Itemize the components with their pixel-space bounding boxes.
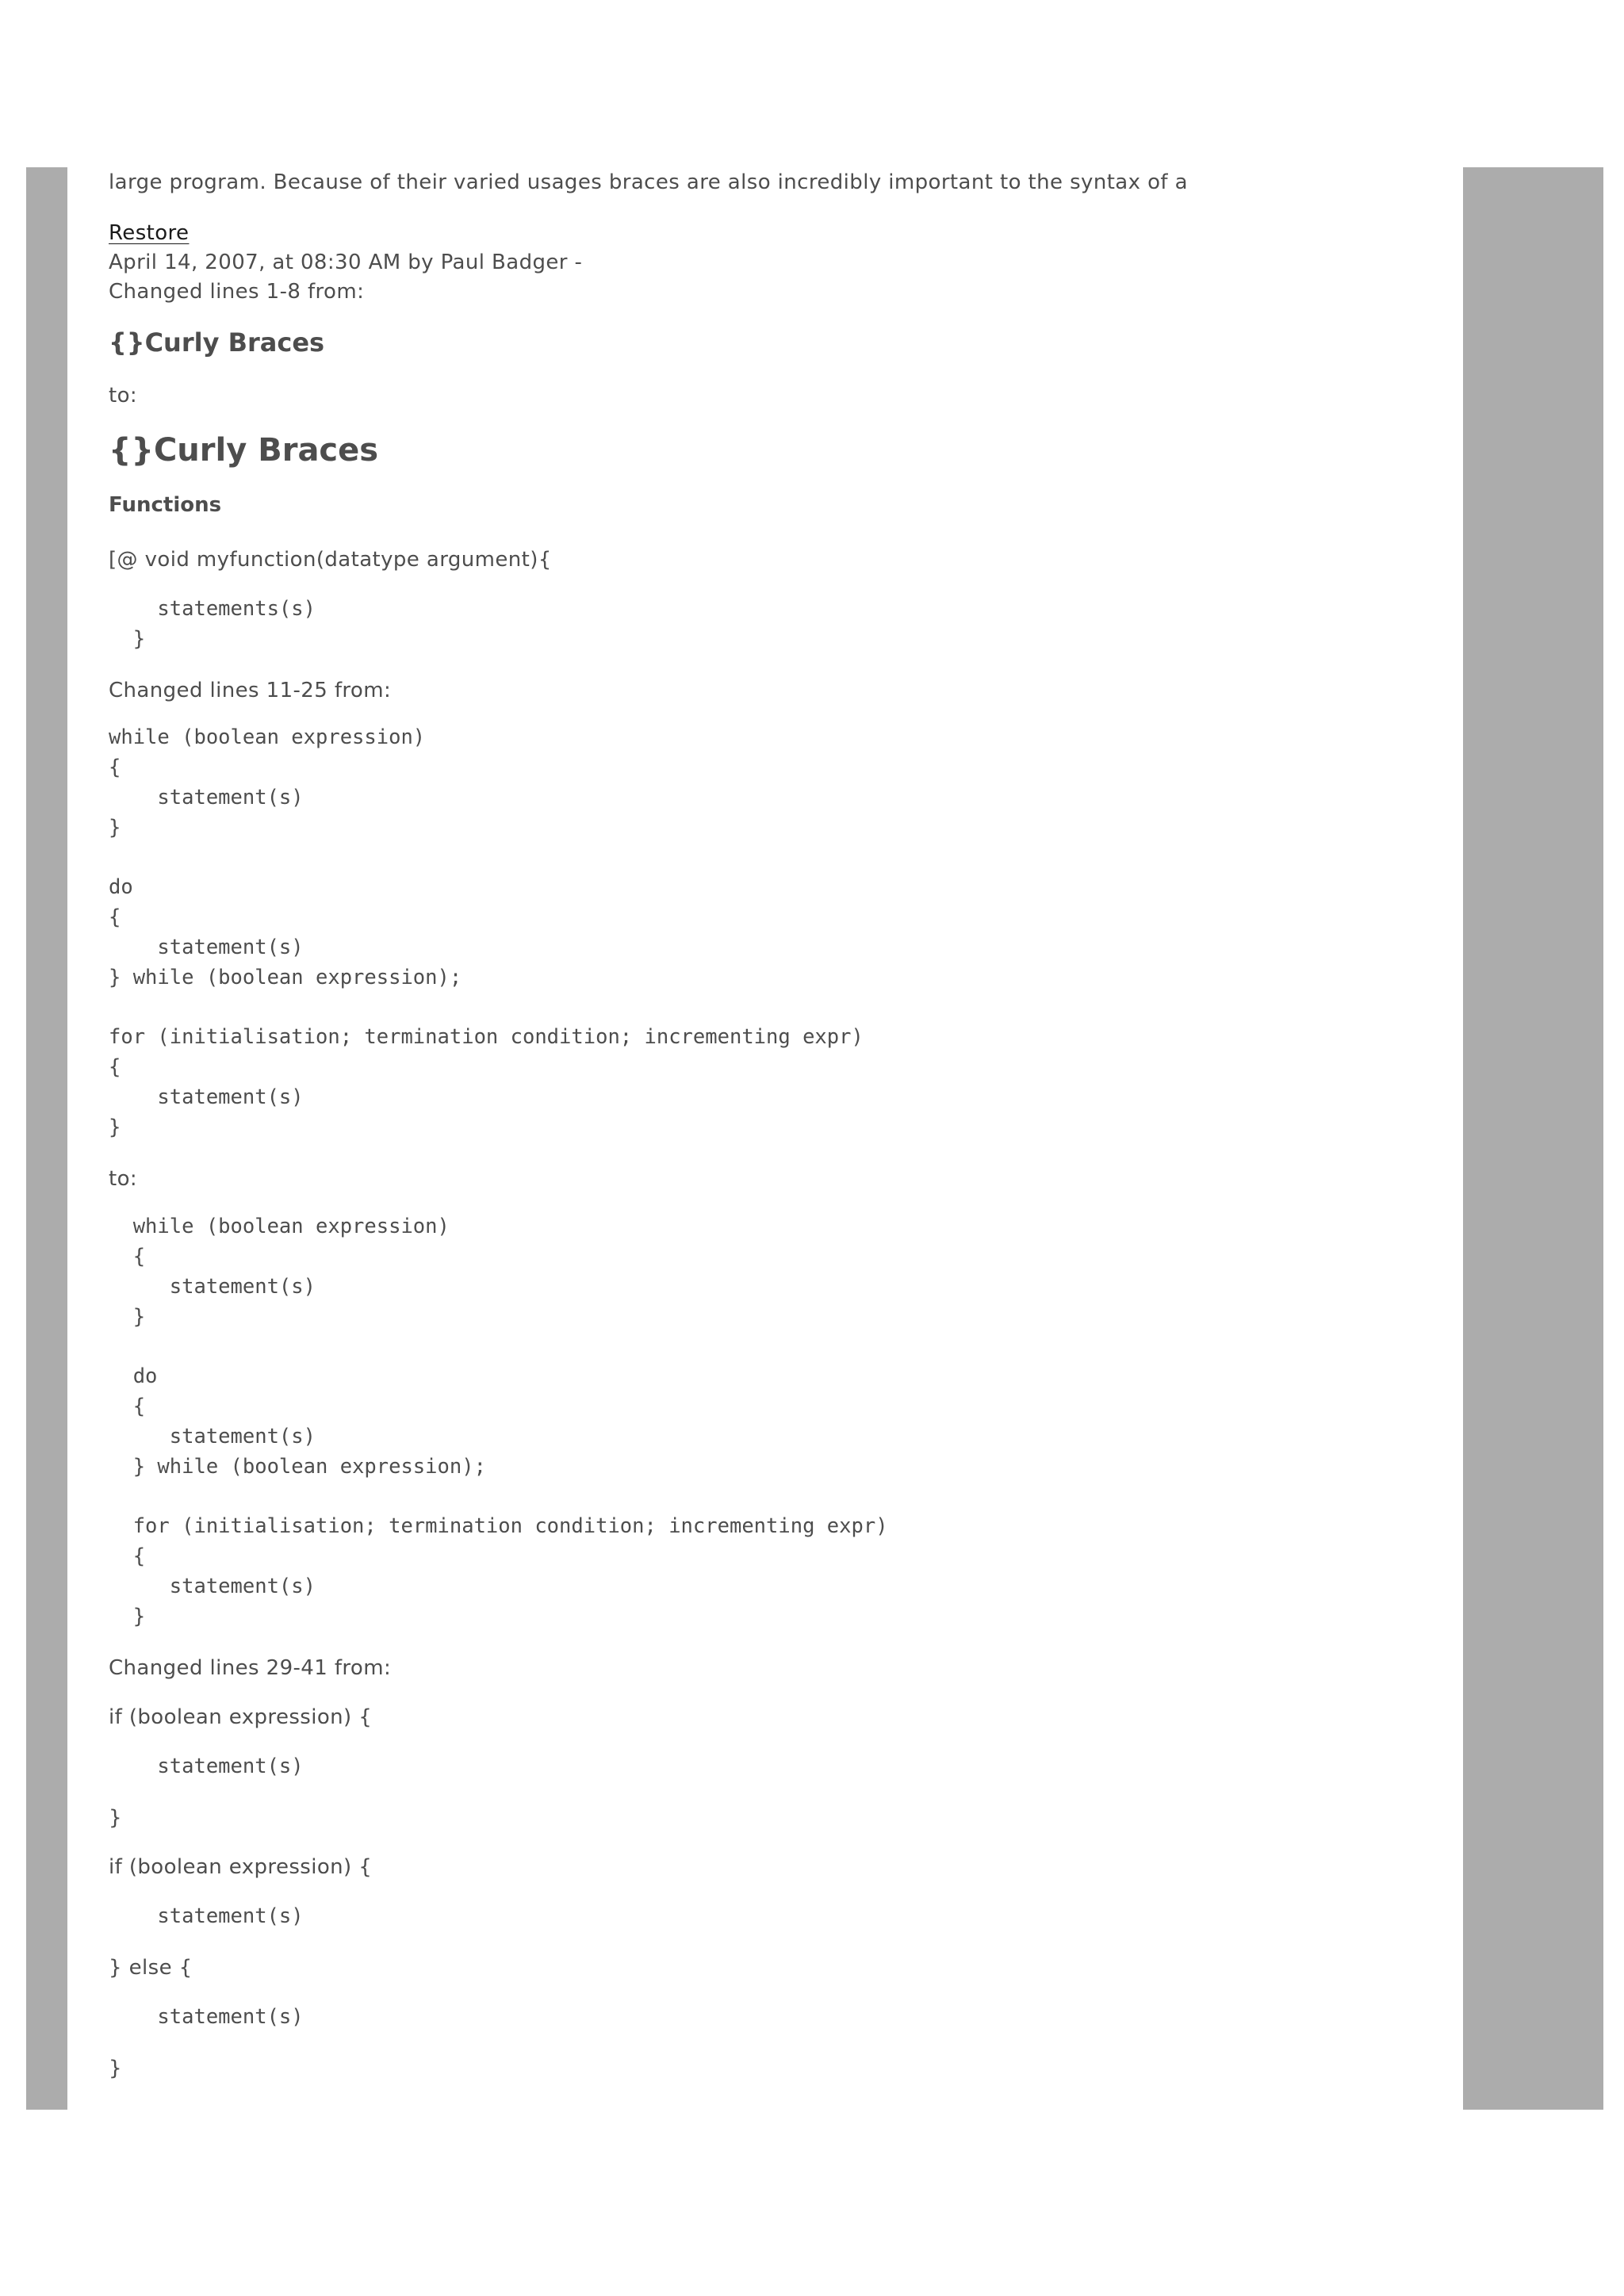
code-line: { [109,1395,146,1418]
left-margin-bar [26,167,67,2110]
else-line: } else { [109,1956,193,1980]
change-3-label: Changed lines 29-41 from: [109,1656,392,1680]
to-heading: {}Curly Braces [109,432,379,469]
code-line: do [109,1364,158,1388]
code-line: statement(s) [109,1425,316,1448]
from-heading: {}Curly Braces [109,327,325,358]
code-line: do [109,875,133,899]
code-line: { [109,756,121,779]
if-line: if (boolean expression) { [109,1705,373,1729]
code-line: for (initialisation; termination condition; incrementing expr) [109,1025,864,1049]
code-line: { [109,1544,146,1568]
code-line: while (boolean expression) [109,725,426,749]
code-line: } while (boolean expression); [109,966,462,989]
code-line: } [109,1605,146,1628]
code-line: statement(s) [109,1904,304,1928]
closing-brace: } [109,1806,122,1830]
intro-text: large program. Because of their varied usages braces are also incredibly important to the syntax of a [109,170,1188,194]
function-signature-line: [@ void myfunction(datatype argument){ [109,548,552,572]
change-2-label: Changed lines 11-25 from: [109,679,392,702]
code-line: statement(s) [109,1085,304,1109]
code-line: { [109,1245,146,1269]
code-line: } [109,627,146,651]
code-line: { [109,1055,121,1079]
if-line: if (boolean expression) { [109,1855,373,1879]
code-line: statement(s) [109,1275,316,1299]
functions-subheading: Functions [109,493,222,517]
code-line: } [109,1305,146,1329]
code-line: statement(s) [109,1575,316,1598]
code-line: statement(s) [109,2005,304,2029]
code-line: { [109,905,121,929]
right-margin-bar [1463,167,1603,2110]
change-1-label: Changed lines 1-8 from: [109,280,365,304]
code-line: } [109,1115,121,1139]
change-1-to-label: to: [109,384,138,408]
code-line: for (initialisation; termination condition; incrementing expr) [109,1514,888,1538]
code-line: while (boolean expression) [109,1215,450,1238]
closing-brace: } [109,2057,122,2080]
change-2-to-label: to: [109,1167,138,1191]
code-line: statement(s) [109,936,304,959]
code-line: } [109,816,121,840]
code-line: statement(s) [109,1755,304,1778]
revision-meta: April 14, 2007, at 08:30 AM by Paul Badger - [109,251,583,274]
restore-link[interactable]: Restore [109,221,190,245]
code-line: statements(s) [109,597,316,621]
code-line: } while (boolean expression); [109,1455,486,1479]
code-line: statement(s) [109,786,304,809]
